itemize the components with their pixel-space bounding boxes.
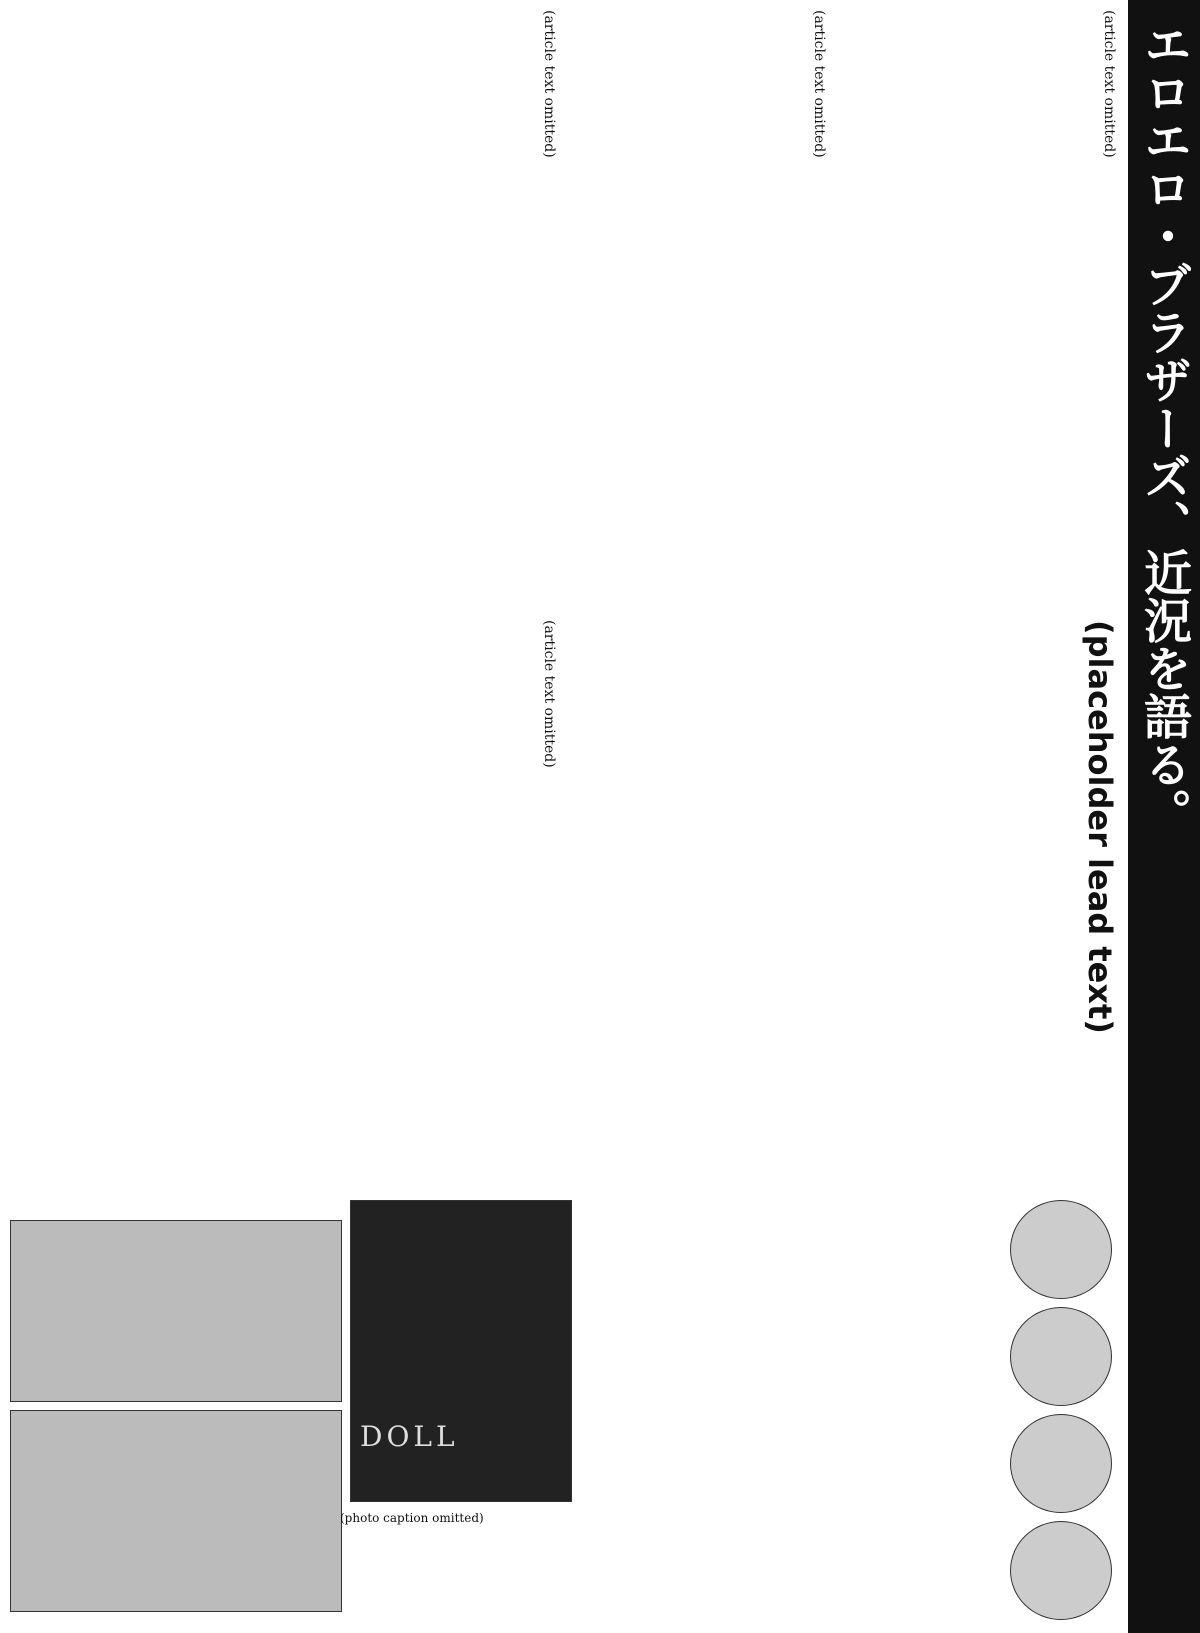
lead-text: (placeholder lead text) (1081, 620, 1119, 1034)
portrait-1 (1010, 1200, 1112, 1299)
cover-title: DOLL (360, 1420, 459, 1453)
article-column-2: (article text omitted) (811, 10, 827, 158)
article-column-4: (article text omitted) (541, 620, 557, 768)
guest-portraits (1010, 1200, 1120, 1620)
photo-group (10, 1220, 342, 1402)
portrait-2 (1010, 1307, 1112, 1406)
photo-caption: (photo caption omitted) (340, 1511, 484, 1525)
portrait-3 (1010, 1414, 1112, 1513)
article-column-3: (article text omitted) (541, 10, 557, 158)
article-column-1: (article text omitted) (1101, 10, 1117, 158)
page-title: エロエロ・ブラザーズ、近況を語る。 (1128, 0, 1200, 1633)
photo-cover (350, 1200, 572, 1502)
portrait-4 (1010, 1521, 1112, 1620)
photo-portrait (10, 1410, 342, 1612)
